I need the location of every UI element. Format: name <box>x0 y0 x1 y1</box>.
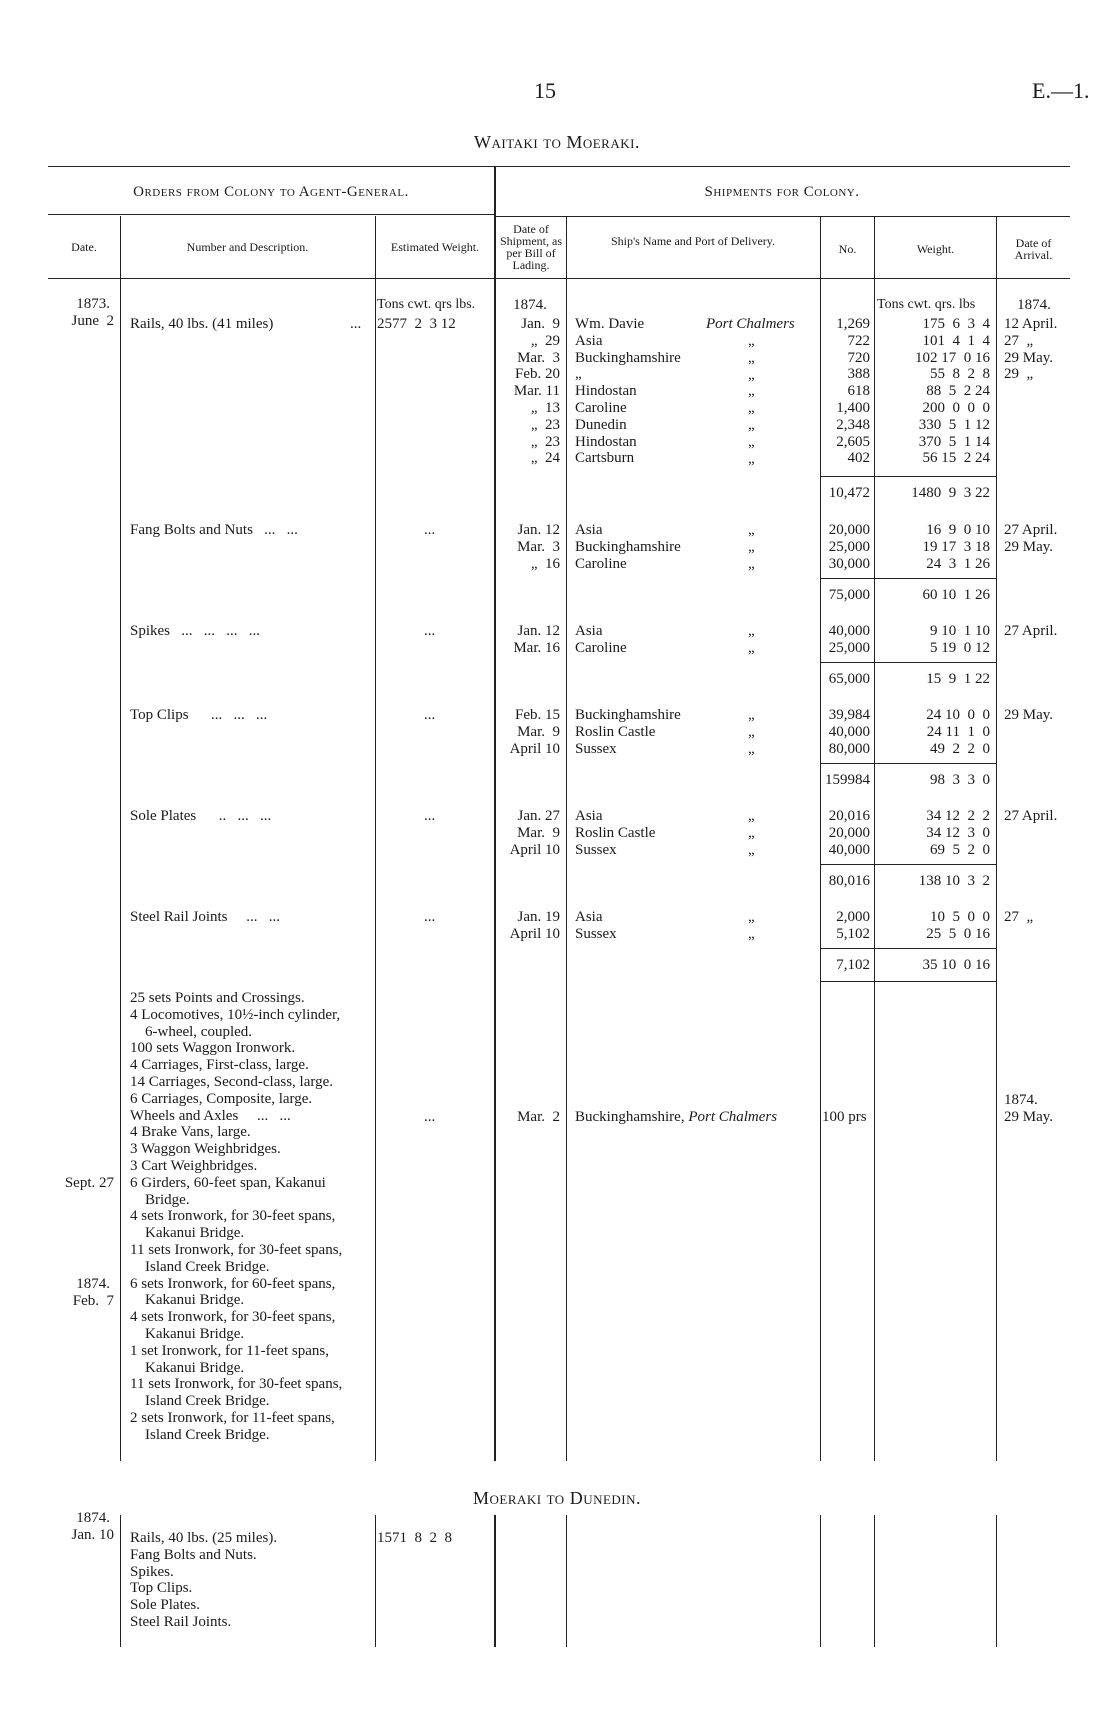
group-ditto-mark: „ <box>748 841 755 858</box>
group-est-weight: ... <box>424 909 436 925</box>
group-arrivals <box>1004 623 1057 640</box>
joints-bottom-rule <box>820 981 996 982</box>
rails-weight: 330 5 1 12 <box>918 416 990 433</box>
header-orders: Orders from Colony to Agent-General. <box>133 184 409 200</box>
group-ship-date: Mar. 9 <box>517 824 560 841</box>
rolling-item: 4 Brake Vans, large. <box>130 1124 251 1141</box>
rails-ditto-mark: „ <box>748 416 755 433</box>
column-header-rule <box>48 278 1070 279</box>
group-ship-name: Buckinghamshire <box>575 538 681 555</box>
rails-ditto-mark: „ <box>748 366 755 383</box>
group-ditto-marks <box>748 707 755 757</box>
rails-ship-names <box>575 316 681 467</box>
rails-weight: 55 8 2 8 <box>930 366 990 383</box>
group-description: Spikes ... ... ... ... <box>130 623 261 639</box>
rolling-item: 3 Cart Weighbridges. <box>130 1157 258 1174</box>
group-arrival: 29 May. <box>1004 538 1054 555</box>
group-total-weight: 98 3 3 0 <box>930 772 990 788</box>
col-line-shipdate <box>566 216 567 1461</box>
rails-ditto-marks <box>748 333 755 467</box>
group-description: Fang Bolts and Nuts ... ... <box>130 522 298 538</box>
group-weight: 69 5 2 0 <box>930 841 990 858</box>
group-ship-name: Caroline <box>575 555 627 572</box>
group-number: 20,000 <box>828 522 870 538</box>
group-description: Sole Plates .. ... ... <box>130 808 272 824</box>
group-ship-name: Asia <box>575 522 603 538</box>
group-number: 40,000 <box>828 723 870 740</box>
group-description: Steel Rail Joints ... ... <box>130 909 280 925</box>
rolling-item: 25 sets Points and Crossings. <box>130 990 305 1006</box>
rolling-ship-name: Buckinghamshire, <box>575 1109 685 1125</box>
group-ship-dates <box>496 522 560 572</box>
rails-ditto-mark: „ <box>748 400 755 417</box>
group-ditto-mark: „ <box>748 623 755 639</box>
rails-arrival: 29 May. <box>1004 349 1054 366</box>
group-ship-names <box>575 623 627 657</box>
group-arrival: 27 April. <box>1004 522 1058 538</box>
group-weight: 10 5 0 0 <box>930 909 990 925</box>
group-ditto-mark: „ <box>748 707 755 723</box>
d-col-line-orders-shipments <box>494 1515 496 1647</box>
group-ship-names <box>575 522 681 572</box>
group-ship-date: April 10 <box>509 925 560 942</box>
group-weights <box>874 808 990 858</box>
group-weight: 24 3 1 26 <box>926 555 990 572</box>
rolling-item: 4 Locomotives, 10½-inch cylinder, <box>130 1006 341 1023</box>
rails-est-units: Tons cwt. qrs lbs. <box>377 297 476 312</box>
group-number: 20,016 <box>828 808 870 824</box>
group-total-weight: 35 10 0 16 <box>922 957 990 973</box>
rails-total-weight: 1480 9 3 22 <box>911 485 990 501</box>
group-weight: 49 2 2 0 <box>930 740 990 757</box>
rails-weight: 56 15 2 24 <box>922 450 990 467</box>
rolling-year-1874: 1874. <box>76 1276 110 1292</box>
rolling-item: 11 sets Ironwork, for 30-feet spans, <box>130 1376 343 1393</box>
rolling-item: 4 sets Ironwork, for 30-feet spans, <box>130 1208 336 1225</box>
rolling-item: 14 Carriages, Second-class, large. <box>130 1073 333 1090</box>
d-col-line-date <box>120 1515 121 1647</box>
group-numbers <box>820 623 870 657</box>
header-estimated-weight: Estimated Weight. <box>390 240 480 254</box>
group-number: 40,000 <box>828 841 870 858</box>
group-number: 5,102 <box>836 925 870 942</box>
table-top-rule <box>48 166 1070 167</box>
rails-number: 402 <box>847 450 870 467</box>
rails-ditto-mark: „ <box>748 383 755 400</box>
rails-ship-name: Dunedin <box>575 416 627 433</box>
rolling-item: 4 sets Ironwork, for 30-feet spans, <box>130 1309 336 1326</box>
dunedin-year: 1874. <box>76 1510 110 1526</box>
group-ship-date: April 10 <box>509 841 560 858</box>
group-total-no: 7,102 <box>836 957 870 973</box>
rolling-ship <box>575 1109 777 1126</box>
rolling-item: Island Creek Bridge. <box>130 1393 270 1410</box>
section-title-waitaki: Waitaki to Moeraki. <box>474 132 640 152</box>
rolling-item: Kakanui Bridge. <box>130 1225 245 1242</box>
group-weight: 25 5 0 16 <box>926 925 990 942</box>
group-ship-date: „ 16 <box>530 555 560 572</box>
shipments-header-rule <box>494 216 1070 217</box>
group-numbers <box>820 707 870 757</box>
rails-port <box>706 316 795 333</box>
group-ditto-mark: „ <box>748 909 755 925</box>
group-est-weight: ... <box>424 623 436 639</box>
rolling-date-sept: Sept. 27 <box>64 1175 114 1191</box>
group-ship-date: Mar. 16 <box>513 639 560 656</box>
rails-number: 388 <box>847 366 870 383</box>
rails-arrival: 12 April. <box>1004 316 1058 332</box>
rolling-no: 100 prs <box>822 1109 867 1125</box>
group-total-rule <box>820 763 996 764</box>
group-ship-name: Sussex <box>575 740 617 757</box>
rails-order-year: 1873. <box>76 296 110 312</box>
group-number: 25,000 <box>828 538 870 555</box>
rolling-item: 6 sets Ironwork, for 60-feet spans, <box>130 1275 336 1292</box>
group-weights <box>874 522 990 572</box>
group-total-weight: 138 10 3 2 <box>918 873 990 889</box>
group-total-no: 159984 <box>825 772 870 788</box>
rolling-ship-date: Mar. 2 <box>517 1109 560 1125</box>
rails-ship-date: „ 23 <box>530 433 560 450</box>
rails-weights <box>874 316 990 467</box>
group-est-weight: ... <box>424 522 436 538</box>
group-number: 25,000 <box>828 639 870 656</box>
rails-port-text: Port Chalmers <box>706 316 795 332</box>
group-est-weight: ... <box>424 808 436 824</box>
group-ship-names <box>575 707 681 757</box>
rolling-item: Kakanui Bridge. <box>130 1325 245 1342</box>
group-ditto-mark: „ <box>748 555 755 572</box>
rails-ditto-mark: „ <box>748 450 755 467</box>
dunedin-item: Sole Plates. <box>130 1597 200 1614</box>
group-ditto-mark: „ <box>748 925 755 942</box>
rails-arrivals <box>1004 316 1057 383</box>
rails-est-weight: 2577 2 3 12 <box>377 316 456 332</box>
group-weight: 34 12 2 2 <box>926 808 990 824</box>
group-ship-dates <box>496 623 560 657</box>
group-ship-date: Jan. 27 <box>517 808 560 824</box>
group-ditto-mark: „ <box>748 538 755 555</box>
rolling-est: ... <box>424 1109 436 1125</box>
group-number: 2,000 <box>836 909 870 925</box>
group-weight: 24 10 0 0 <box>926 707 990 723</box>
d-col-line-shipdate <box>566 1515 567 1647</box>
rails-weight: 102 17 0 16 <box>915 349 990 366</box>
group-ship-names <box>575 808 655 858</box>
group-ship-date: Jan. 19 <box>517 909 560 925</box>
rails-ship-date: „ 29 <box>530 332 560 349</box>
rails-ship-date: Jan. 9 <box>521 316 560 332</box>
group-ditto-marks <box>748 623 755 657</box>
rails-weight: 101 4 1 4 <box>922 332 990 349</box>
rolling-item: Kakanui Bridge. <box>130 1359 245 1376</box>
d-col-line-no <box>874 1515 875 1647</box>
group-ship-name: Sussex <box>575 841 617 858</box>
rails-ship-date: „ 23 <box>530 416 560 433</box>
group-ditto-mark: „ <box>748 740 755 757</box>
dunedin-item: Steel Rail Joints. <box>130 1613 232 1630</box>
header-date: Date. <box>71 240 97 254</box>
rails-weight: 175 6 3 4 <box>922 316 990 332</box>
group-ship-date: Jan. 12 <box>517 623 560 639</box>
rails-number: 720 <box>847 349 870 366</box>
group-weight: 16 9 0 10 <box>926 522 990 538</box>
group-weight: 9 10 1 10 <box>930 623 990 639</box>
header-shipments: Shipments for Colony. <box>704 184 860 200</box>
group-ship-name: Asia <box>575 909 603 925</box>
col-line-date <box>120 216 121 1461</box>
rails-ship-name: Asia <box>575 332 603 349</box>
group-arrival: 27 „ <box>1004 909 1034 925</box>
group-weights <box>874 909 990 943</box>
group-number: 80,000 <box>828 740 870 757</box>
rails-ship-date: Mar. 3 <box>517 349 560 366</box>
d-col-line-description <box>375 1515 376 1647</box>
rolling-item: Island Creek Bridge. <box>130 1426 270 1443</box>
header-ship-name: Ship's Name and Port of Delivery. <box>610 234 776 248</box>
group-ship-dates <box>496 808 560 858</box>
group-ditto-marks <box>748 808 755 858</box>
group-arrivals <box>1004 808 1057 825</box>
rails-weight: 200 0 0 0 <box>922 399 990 416</box>
rails-ship-name: Buckinghamshire <box>575 349 681 366</box>
group-ditto-mark: „ <box>748 522 755 538</box>
rails-arrival: 27 „ <box>1004 332 1034 349</box>
page-number: 15 <box>534 78 556 103</box>
rolling-item: Kakanui Bridge. <box>130 1292 245 1309</box>
group-ditto-mark: „ <box>748 824 755 841</box>
group-ship-name: Roslin Castle <box>575 824 656 841</box>
group-weight: 19 17 3 18 <box>922 538 990 555</box>
rails-weight-units: Tons cwt. qrs. lbs <box>877 297 976 312</box>
rolling-item: 6 Girders, 60-feet span, Kakanui <box>130 1174 326 1191</box>
dunedin-items <box>130 1530 277 1631</box>
rails-description: Rails, 40 lbs. (41 miles) <box>130 316 274 332</box>
group-total-weight: 60 10 1 26 <box>922 587 990 603</box>
group-arrivals <box>1004 707 1053 724</box>
rolling-arrival: 29 May. <box>1004 1109 1054 1125</box>
rails-weight: 88 5 2 24 <box>926 383 990 400</box>
header-no: No. <box>838 242 857 256</box>
rolling-item: Bridge. <box>130 1191 190 1208</box>
rails-numbers <box>820 316 870 467</box>
rolling-date-feb: Feb. 7 <box>72 1293 114 1309</box>
dunedin-item: Fang Bolts and Nuts. <box>130 1546 257 1563</box>
group-numbers <box>820 909 870 943</box>
section-title-moeraki: Moeraki to Dunedin. <box>472 1488 642 1508</box>
document-code: E.—1. <box>1032 78 1090 103</box>
rails-ship-name: Wm. Davie <box>575 316 645 332</box>
group-weights <box>874 623 990 657</box>
group-arrival: 27 April. <box>1004 623 1058 639</box>
group-number: 30,000 <box>828 555 870 572</box>
group-total-no: 80,016 <box>828 873 870 889</box>
group-total-rule <box>820 948 996 949</box>
rolling-arrival-year: 1874. <box>1004 1092 1038 1108</box>
group-total-rule <box>820 864 996 865</box>
col-line-weight <box>996 216 997 1461</box>
d-col-line-shipname <box>820 1515 821 1647</box>
rolling-item: 11 sets Ironwork, for 30-feet spans, <box>130 1241 343 1258</box>
rolling-item: 6 Carriages, Composite, large. <box>130 1090 313 1107</box>
group-ship-date: April 10 <box>509 740 560 757</box>
group-description: Top Clips ... ... ... <box>130 707 268 723</box>
group-ship-date: Mar. 9 <box>517 723 560 740</box>
group-ship-name: Asia <box>575 623 603 639</box>
rails-ship-date: Feb. 20 <box>515 366 560 383</box>
rails-ship-dates <box>496 316 560 467</box>
rails-number: 2,348 <box>836 416 870 433</box>
rails-number: 722 <box>847 332 870 349</box>
group-arrivals <box>1004 909 1033 926</box>
rails-order-date: June 2 <box>71 313 114 329</box>
rolling-item: 3 Waggon Weighbridges. <box>130 1141 281 1158</box>
rails-ship-date: Mar. 11 <box>513 383 560 400</box>
header-date-shipment: Date of Shipment, as per Bill of Lading. <box>500 222 562 272</box>
group-ship-name: Caroline <box>575 639 627 656</box>
group-total-no: 75,000 <box>828 587 870 603</box>
header-date-arrival: Date of Arrival. <box>1014 236 1053 262</box>
group-numbers <box>820 522 870 572</box>
group-weight: 24 11 1 0 <box>926 723 990 740</box>
rolling-port: Port Chalmers <box>688 1109 778 1125</box>
group-number: 40,000 <box>828 623 870 639</box>
group-total-rule <box>820 662 996 663</box>
group-arrival: 27 April. <box>1004 808 1058 824</box>
dunedin-est-weight: 1571 8 2 8 <box>377 1530 452 1546</box>
d-col-line-weight <box>996 1515 997 1647</box>
group-weight: 34 12 3 0 <box>926 824 990 841</box>
rails-ship-name: Hindostan <box>575 383 637 400</box>
rails-ditto-mark: „ <box>748 333 755 349</box>
rails-ship-name: „ <box>575 366 582 383</box>
rolling-item: 2 sets Ironwork, for 11-feet spans, <box>130 1409 335 1426</box>
group-ditto-marks <box>748 522 755 572</box>
rails-number: 1,400 <box>836 399 870 416</box>
rails-leader-dots: ... <box>350 316 362 332</box>
group-ship-dates <box>496 909 560 943</box>
group-ship-date: Jan. 12 <box>517 522 560 538</box>
group-numbers <box>820 808 870 858</box>
rolling-stock-list <box>130 990 342 1444</box>
rails-number: 2,605 <box>836 433 870 450</box>
group-weight: 5 19 0 12 <box>930 639 990 656</box>
group-total-weight: 15 9 1 22 <box>926 671 990 687</box>
group-ditto-mark: „ <box>748 808 755 824</box>
header-number-description: Number and Description. <box>186 240 309 254</box>
rails-ditto-mark: „ <box>748 433 755 450</box>
dunedin-item: Spikes. <box>130 1563 174 1580</box>
group-ditto-mark: „ <box>748 639 755 656</box>
group-total-no: 65,000 <box>828 671 870 687</box>
rails-ship-year: 1874. <box>513 297 547 313</box>
group-ship-name: Asia <box>575 808 603 824</box>
group-weights <box>874 707 990 757</box>
group-ship-name: Sussex <box>575 925 617 942</box>
group-ship-date: Feb. 15 <box>515 707 560 723</box>
group-ship-names <box>575 909 617 943</box>
rolling-item: 1 set Ironwork, for 11-feet spans, <box>130 1342 329 1359</box>
group-ship-date: Mar. 3 <box>517 538 560 555</box>
rails-ditto-mark: „ <box>748 349 755 366</box>
rails-total-no: 10,472 <box>828 485 870 501</box>
group-ship-dates <box>496 707 560 757</box>
dunedin-item: Top Clips. <box>130 1580 193 1597</box>
rails-weight: 370 5 1 14 <box>918 433 990 450</box>
rails-ship-name: Caroline <box>575 399 627 416</box>
rails-ship-name: Cartsburn <box>575 450 635 467</box>
group-number: 39,984 <box>828 707 870 723</box>
rails-number: 1,269 <box>836 316 870 332</box>
dunedin-item: Rails, 40 lbs. (25 miles). <box>130 1530 278 1546</box>
rails-arrival: 29 „ <box>1004 366 1034 383</box>
group-ditto-marks <box>748 909 755 943</box>
rails-total-rule <box>820 476 996 477</box>
rails-ship-date: „ 24 <box>530 450 560 467</box>
rails-arrival-year: 1874. <box>1017 297 1051 313</box>
orders-header-rule <box>48 214 494 215</box>
group-arrivals <box>1004 522 1057 556</box>
group-total-rule <box>820 578 996 579</box>
group-arrival: 29 May. <box>1004 707 1054 723</box>
group-number: 20,000 <box>828 824 870 841</box>
rolling-item: 100 sets Waggon Ironwork. <box>130 1040 296 1057</box>
group-est-weight: ... <box>424 707 436 723</box>
col-line-description <box>375 216 376 1461</box>
rolling-item: 6-wheel, coupled. <box>130 1023 253 1040</box>
group-ship-name: Roslin Castle <box>575 723 656 740</box>
rolling-item: Wheels and Axles ... ... <box>130 1107 291 1124</box>
rolling-item: Island Creek Bridge. <box>130 1258 270 1275</box>
rails-ship-name: Hindostan <box>575 433 637 450</box>
rolling-item: 4 Carriages, First-class, large. <box>130 1057 309 1074</box>
group-ditto-mark: „ <box>748 723 755 740</box>
group-ship-name: Buckinghamshire <box>575 707 681 723</box>
rails-ship-date: „ 13 <box>530 399 560 416</box>
dunedin-date: Jan. 10 <box>71 1527 114 1543</box>
rails-number: 618 <box>847 383 870 400</box>
header-weight: Weight. <box>916 242 955 256</box>
